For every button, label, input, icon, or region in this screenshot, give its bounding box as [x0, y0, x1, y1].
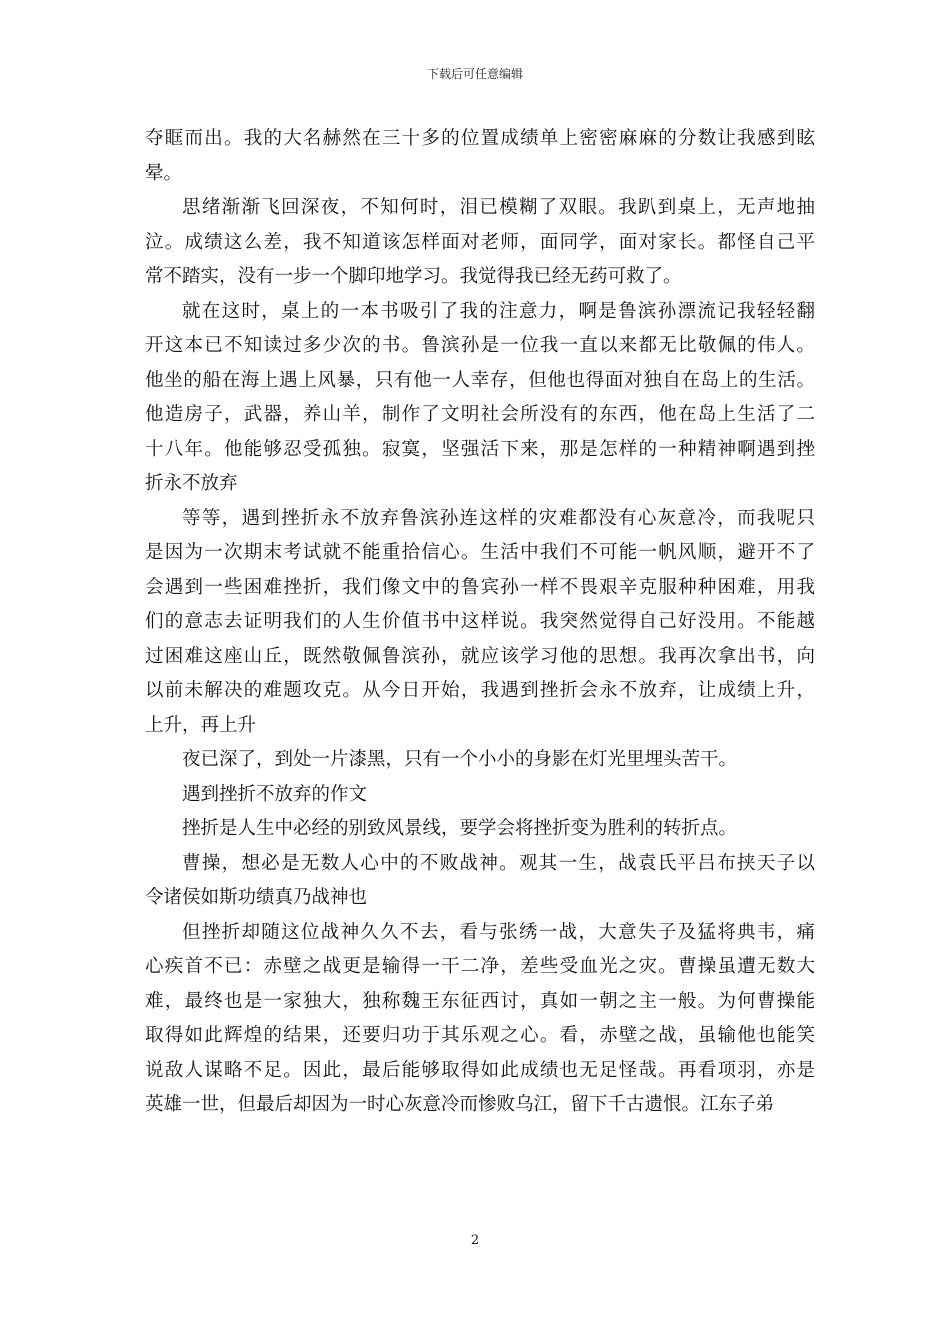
paragraph — [145, 778, 815, 813]
text-line: 曹操，想必是无数人心中的不败战神。观其一生，战袁氏平吕布挟天子以 — [182, 852, 815, 874]
text-line: 常不踏实，没有一步一个脚印地学习。我觉得我已经无药可救了。 — [145, 266, 682, 287]
text-line: 夜已深了，到处一片漆黑，只有一个小小的身影在灯光里埋头苦干。 — [182, 749, 738, 770]
paragraph — [145, 812, 815, 847]
text-line: 过困难这座山丘，既然敬佩鲁滨孙，就应该学习他的思想。我再次拿出书，向 — [145, 645, 815, 667]
paragraph — [145, 122, 815, 191]
paragraph — [145, 191, 815, 295]
text-line: 以前未解决的难题攻克。从今日开始，我遇到挫折会永不放弃，让成绩上升， — [145, 680, 815, 701]
text-line: 开这本已不知读过多少次的书。鲁滨孙是一位我一直以来都无比敬佩的伟人。 — [145, 335, 815, 356]
paragraph — [145, 295, 815, 502]
text-line: 说敌人谋略不足。因此，最后能够取得如此成绩也无足怪哉。再看项羽，亦是 — [145, 1059, 815, 1081]
text-line: 晕。 — [145, 162, 183, 184]
page-number: 2 — [470, 1233, 480, 1248]
text-line: 等等，遇到挫折永不放弃鲁滨孙连这样的灾难都没有心灰意冷，而我呢只 — [182, 507, 815, 529]
paragraph — [145, 847, 815, 916]
paragraph — [145, 743, 815, 778]
text-line: 上升，再上升 — [145, 714, 257, 736]
text-line: 思绪渐渐飞回深夜，不知何时，泪已模糊了双眼。我趴到桌上，无声地抽 — [182, 197, 815, 218]
text-line: 折永不放弃 — [145, 473, 238, 494]
text-line: 他造房子，武器，养山羊，制作了文明社会所没有的东西，他在岛上生活了二 — [145, 404, 815, 425]
text-line: 取得如此辉煌的结果，还要归功于其乐观之心。看，赤壁之战，虽输他也能笑 — [145, 1025, 815, 1046]
text-line: 但挫折却随这位战神久久不去，看与张绣一战，大意失子及猛将典韦，痛 — [182, 921, 815, 943]
text-line: 遇到挫折不放弃的作文 — [182, 783, 368, 805]
text-line: 十八年。他能够忍受孤独。寂寞，坚强活下来，那是怎样的一种精神啊遇到挫 — [145, 438, 815, 460]
text-line: 令诸侯如斯功绩真乃战神也 — [145, 887, 368, 908]
text-line: 是因为一次期末考试就不能重拾信心。生活中我们不可能一帆风顺，避开不了 — [145, 542, 815, 563]
text-line: 会遇到一些困难挫折，我们像文中的鲁宾孙一样不畏艰辛克服种种困难，用我 — [145, 576, 815, 598]
text-line: 他坐的船在海上遇上风暴，只有他一人幸存，但他也得面对独自在岛上的生活。 — [145, 369, 815, 391]
text-line: 心疾首不已：赤壁之战更是输得一干二净，差些受血光之灾。曹操虽遭无数大 — [145, 956, 815, 977]
paragraph — [145, 502, 815, 744]
text-line: 难，最终也是一家独大，独称魏王东征西讨，真如一朝之主一般。为何曹操能 — [145, 990, 815, 1012]
text-line: 夺眶而出。我的大名赫然在三十多的位置成绩单上密密麻麻的分数让我感到眩 — [145, 128, 815, 149]
text-line: 泣。成绩这么差，我不知道该怎样面对老师，面同学，面对家长。都怪自己平 — [145, 231, 815, 253]
text-line: 英雄一世，但最后却因为一时心灰意冷而惨败乌江，留下千古遗恨。江东子弟 — [145, 1094, 775, 1115]
text-line: 挫折是人生中必经的别致风景线，要学会将挫折变为胜利的转折点。 — [182, 818, 738, 839]
paragraph — [145, 916, 815, 1123]
document-body — [145, 122, 815, 1123]
page-header: 下载后可任意编辑 — [426, 67, 523, 81]
text-line: 们的意志去证明我们的人生价值书中这样说。我突然觉得自己好没用。不能越 — [145, 611, 815, 632]
text-line: 就在这时，桌上的一本书吸引了我的注意力，啊是鲁滨孙漂流记我轻轻翻 — [182, 300, 815, 322]
